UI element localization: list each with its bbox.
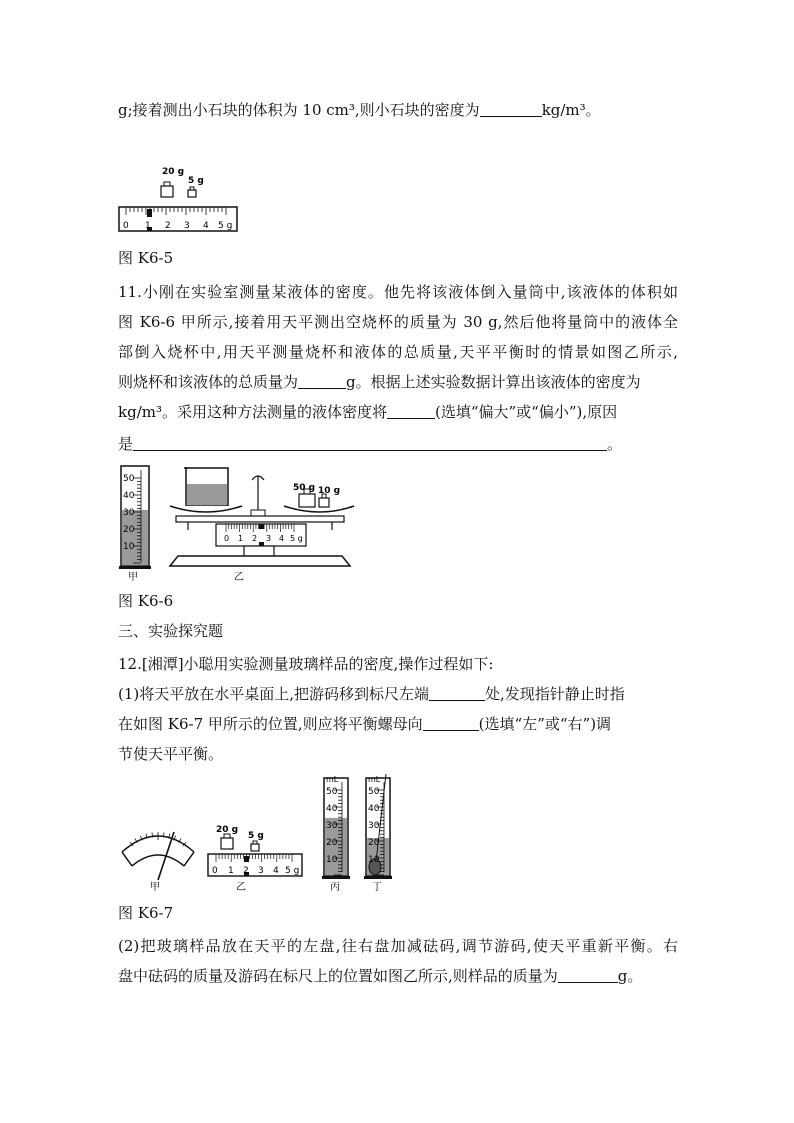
weight-label-10g: 10 g <box>318 486 341 496</box>
q12-line-2b <box>118 963 678 989</box>
q12-line-2a: (2)把玻璃样品放在天平的左盘,往右盘加减砝码,调节游码,使天平重新平衡。右 <box>118 937 678 955</box>
q11-line-6 <box>118 431 678 457</box>
cylinder-tick-label: 30 <box>123 508 135 518</box>
cylinder-tick-label: 20 <box>123 525 135 535</box>
text-line-1 <box>118 97 678 123</box>
scale-tick-label: 2 <box>252 534 258 543</box>
answer-blank[interactable] <box>298 372 346 389</box>
scale-tick-label: 3 <box>266 534 272 543</box>
cylinder-tick-label: 10 <box>326 855 338 865</box>
cylinder-tick-label: 30 <box>368 821 380 831</box>
weight-label-5g: 5 g <box>188 176 204 186</box>
text-segment: (1)将天平放在水平桌面上,把游码移到标尺左端 <box>118 685 430 703</box>
weight-label-20g: 20 g <box>216 825 239 835</box>
q11-line-4 <box>118 369 678 395</box>
q12-line-1b <box>118 711 678 737</box>
scale-tick-label: 0 <box>123 221 129 231</box>
text-segment: 处,发现指针静止时指 <box>485 685 625 703</box>
figure-caption-k6-5: 图 K6-5 <box>118 249 174 267</box>
cylinder-unit-label: mL <box>326 775 339 784</box>
figure-label-ding: 丁 <box>372 882 382 893</box>
figure-k6-5 <box>118 165 240 235</box>
scale-tick-label: 2 <box>165 221 171 231</box>
q12-title: 12.[湘潭]小聪用实验测量玻璃样品的密度,操作过程如下: <box>118 655 494 673</box>
q11-line-5 <box>118 399 678 425</box>
figure-label-jia: 甲 <box>150 882 160 893</box>
answer-blank[interactable] <box>558 966 618 983</box>
figure-label-yi: 乙 <box>234 572 244 583</box>
rider-icon <box>147 209 152 217</box>
q11-line-1: 11.小刚在实验室测量某液体的密度。他先将该液体倒入量筒中,该液体的体积如 <box>118 283 678 301</box>
text-segment: (选填“左”或“右”)调 <box>478 715 612 733</box>
scale-tick-label: 5 g <box>285 866 300 876</box>
scale-tick-label: 4 <box>203 221 209 231</box>
scale-tick-label: 5 g <box>290 534 303 543</box>
text-segment: kg/m³。 <box>541 101 601 119</box>
weight-label-50g: 50 g <box>293 483 316 493</box>
cylinder-unit-label: mL <box>368 775 381 784</box>
graduated-cylinder-icon <box>119 466 151 569</box>
figure-k6-7 <box>118 772 398 896</box>
section-heading-3: 三、实验探究题 <box>118 622 224 640</box>
scale-tick-label: 4 <box>279 534 285 543</box>
weight-label-5g: 5 g <box>248 831 264 841</box>
scale-tick-label: 3 <box>184 221 190 231</box>
scale-tick-label: 1 <box>145 221 151 231</box>
figure-label-bing: 丙 <box>330 882 340 893</box>
cylinder-tick-label: 50 <box>123 474 135 484</box>
scale-tick-label: 2 <box>243 866 249 876</box>
cylinder-tick-label: 20 <box>368 838 380 848</box>
cylinder-tick-label: 30 <box>326 821 338 831</box>
weight-5g-icon <box>188 187 196 197</box>
cylinder-tick-label: 20 <box>326 838 338 848</box>
text-segment: g;接着测出小石块的体积为 10 cm³,则小石块的密度为 <box>118 101 480 119</box>
cylinder-tick-label: 40 <box>326 804 338 814</box>
weight-20g-icon <box>161 182 173 197</box>
text-segment: g。 <box>617 967 643 985</box>
scale-tick-label: 0 <box>212 866 218 876</box>
answer-blank[interactable] <box>133 434 607 451</box>
scale-tick-label: 5 g <box>218 221 233 231</box>
figure-caption-k6-7: 图 K6-7 <box>118 904 174 922</box>
text-segment: 。 <box>607 435 623 453</box>
cylinder-tick-label: 40 <box>368 804 380 814</box>
balance-pointer-dial-icon <box>122 832 194 880</box>
text-segment: kg/m³。采用这种方法测量的液体密度将 <box>118 403 387 421</box>
q12-line-1a <box>118 681 678 707</box>
balance-scale-icon <box>170 468 354 566</box>
figure-k6-6 <box>118 462 358 584</box>
scale-tick-label: 0 <box>224 534 230 543</box>
scale-tick-label: 4 <box>273 866 279 876</box>
text-segment: (选填“偏大”或“偏小”),原因 <box>434 403 618 421</box>
weight-label-20g: 20 g <box>162 167 185 177</box>
cylinder-tick-label: 50 <box>326 787 338 797</box>
q12-line-1c: 节使天平平衡。 <box>118 745 224 763</box>
scale-tick-label: 3 <box>258 866 264 876</box>
answer-blank[interactable] <box>387 402 435 419</box>
figure-label-yi: 乙 <box>236 882 246 893</box>
text-segment: g。根据上述实验数据计算出该液体的密度为 <box>346 373 641 391</box>
text-segment: 是 <box>118 435 134 453</box>
cylinder-tick-label: 50 <box>368 787 380 797</box>
text-segment: 在如图 K6-7 甲所示的位置,则应将平衡螺母向 <box>118 715 423 733</box>
cylinder-tick-label: 40 <box>123 491 135 501</box>
text-segment: 则烧杯和该液体的总质量为 <box>118 373 299 391</box>
q11-line-2: 图 K6-6 甲所示,接着用天平测出空烧杯的质量为 30 g,然后他将量筒中的液体全 <box>118 313 678 331</box>
balance-scale-ruler <box>119 207 237 231</box>
text-segment: 盘中砝码的质量及游码在标尺上的位置如图乙所示,则样品的质量为 <box>118 967 558 985</box>
answer-blank[interactable] <box>423 714 479 731</box>
answer-blank[interactable] <box>480 100 542 117</box>
cylinder-tick-label: 10 <box>368 855 380 865</box>
cylinder-tick-label: 10 <box>123 542 135 552</box>
answer-blank[interactable] <box>429 684 485 701</box>
rider-icon <box>244 856 249 862</box>
figure-label-jia: 甲 <box>128 572 138 583</box>
q11-line-3: 部倒入烧杯中,用天平测量烧杯和液体的总质量,天平平衡时的情景如图乙所示, <box>118 343 678 361</box>
scale-tick-label: 1 <box>238 534 244 543</box>
figure-caption-k6-6: 图 K6-6 <box>118 592 174 610</box>
scale-tick-label: 1 <box>228 866 234 876</box>
